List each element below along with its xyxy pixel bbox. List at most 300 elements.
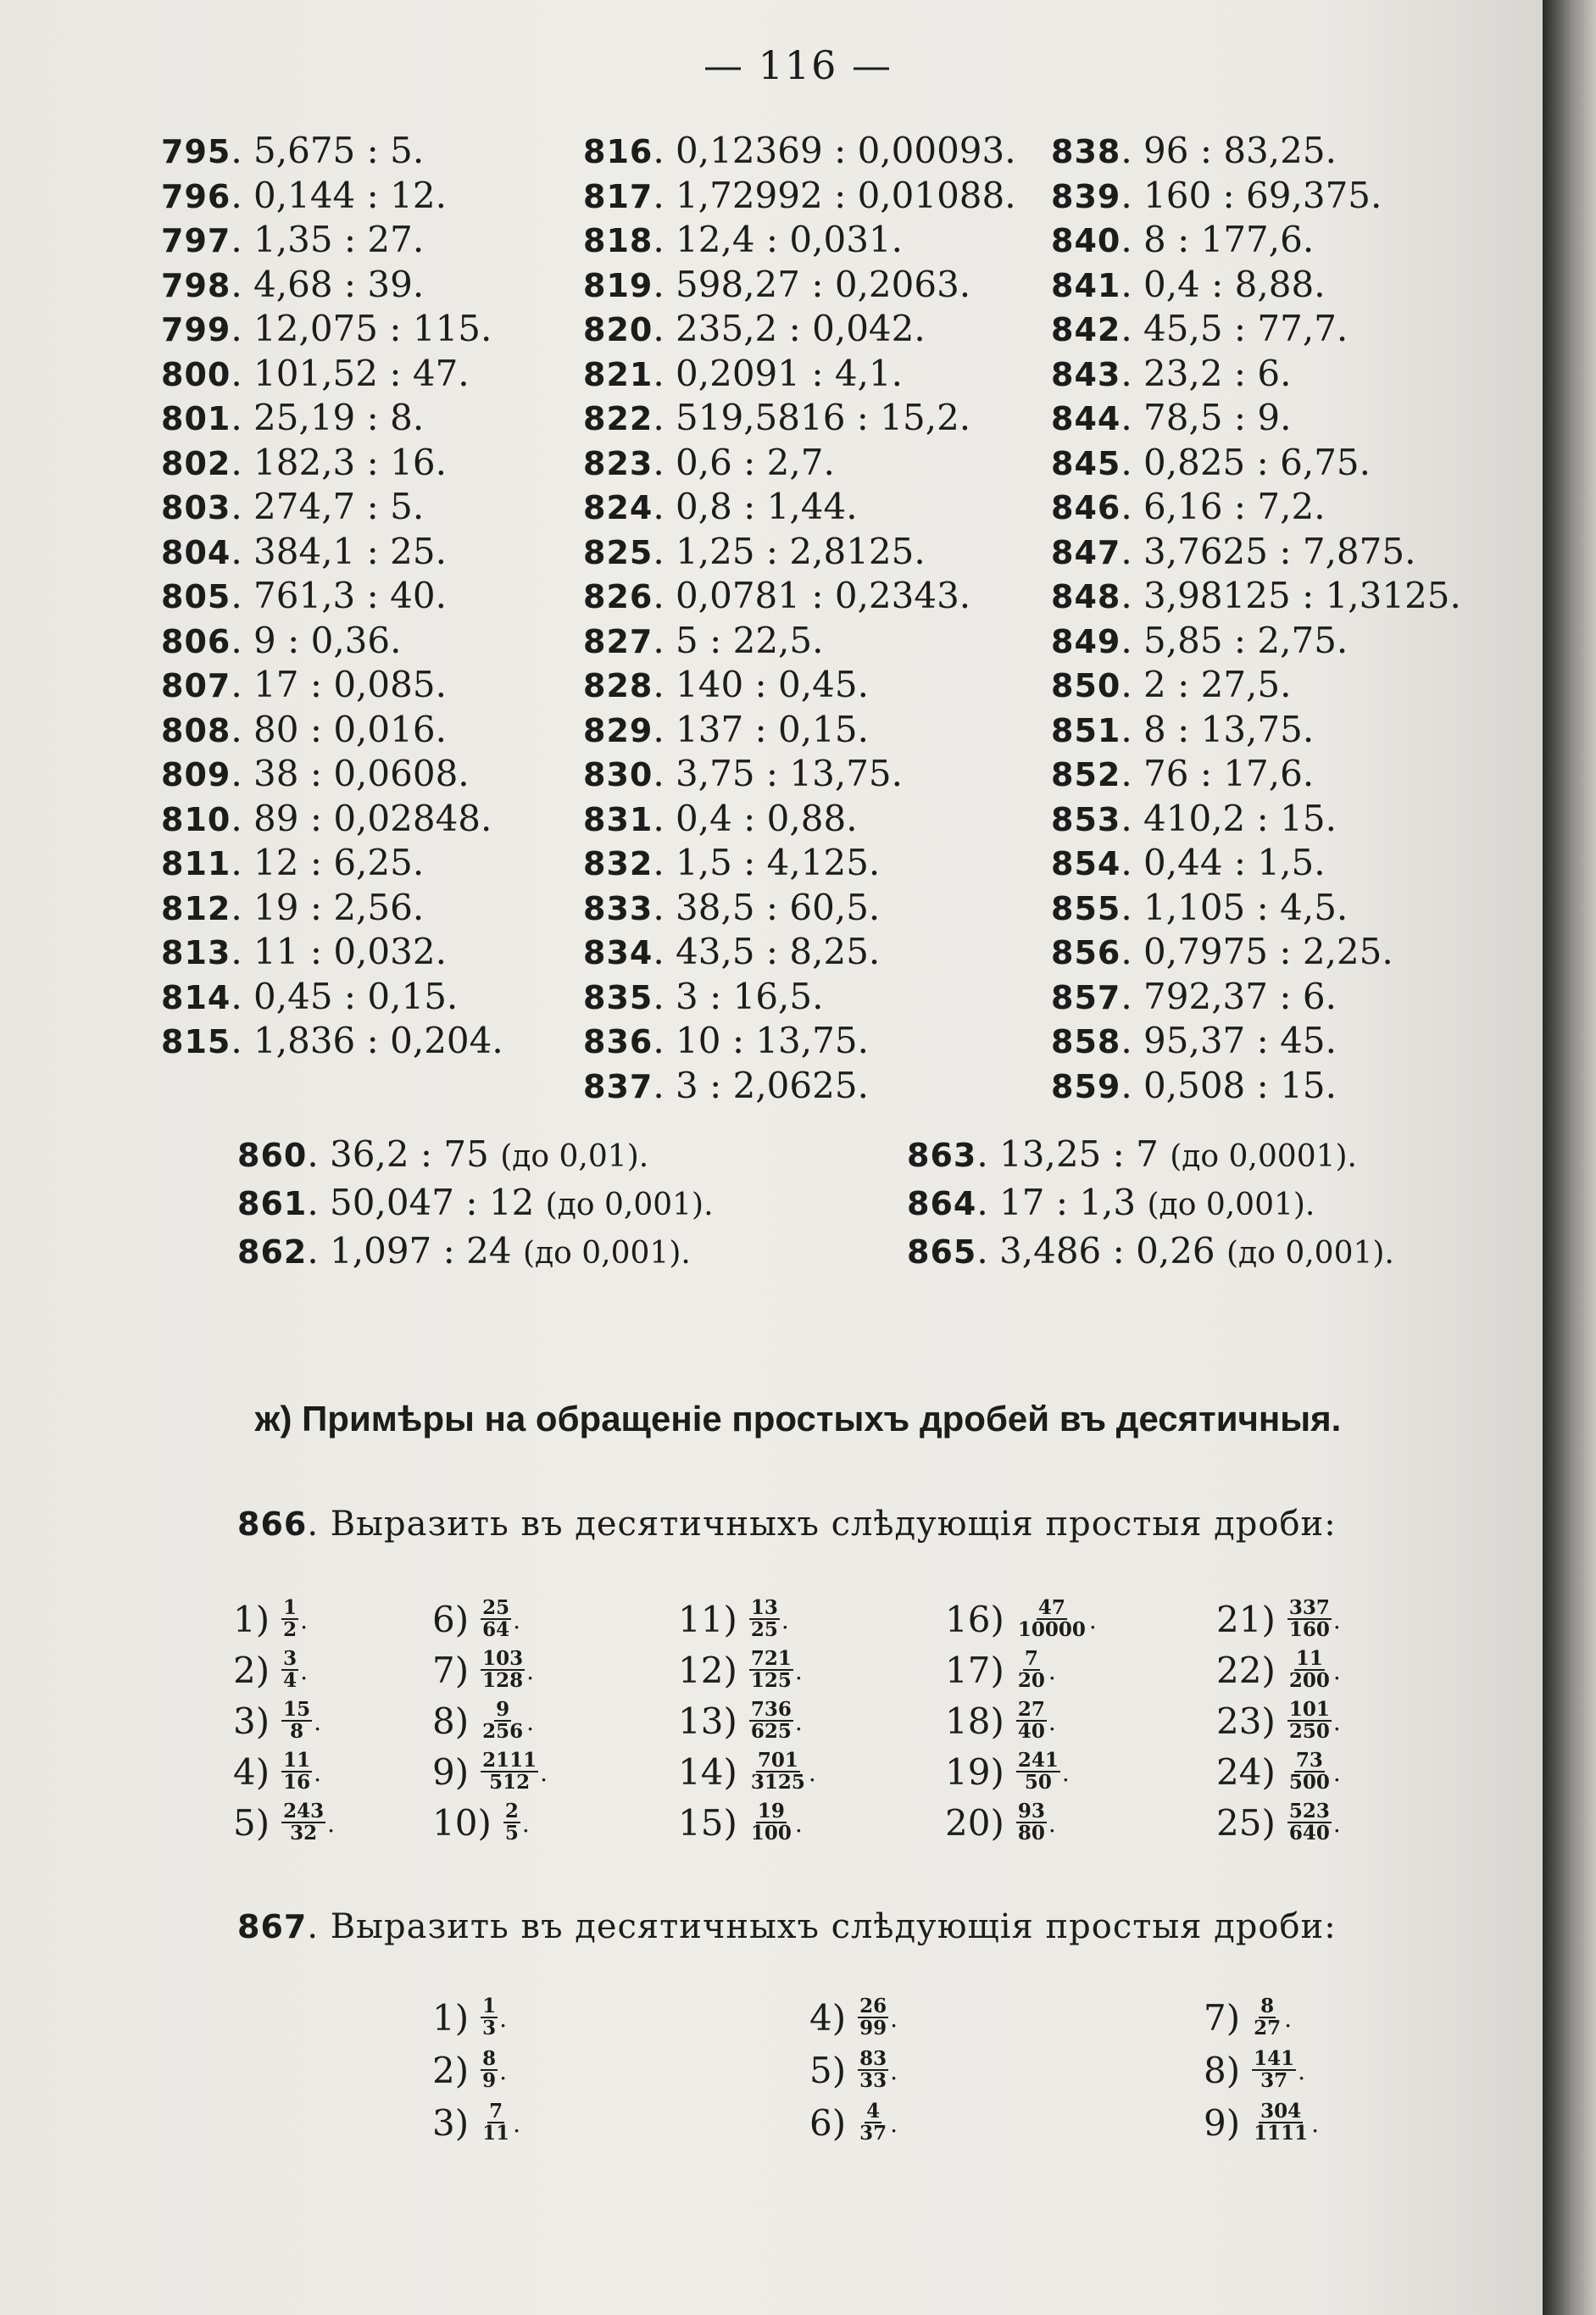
denominator: 40 (1017, 1720, 1045, 1743)
period: . (1332, 1657, 1341, 1685)
fraction (858, 2049, 888, 2091)
problem-column-1 (161, 129, 503, 1064)
fraction-item (432, 1594, 520, 1644)
fraction (1016, 1649, 1047, 1691)
fraction-label: 4) (809, 1996, 847, 2039)
problem-row: 850. 2 : 27,5. (1051, 664, 1292, 705)
denominator: 25 (750, 1618, 778, 1641)
fraction (1016, 1750, 1060, 1793)
problem-expression: 3,98125 : 1,3125. (1143, 575, 1461, 616)
problem-number: 805 (161, 578, 231, 615)
fraction-item (432, 2097, 520, 2148)
period: . (1298, 2057, 1306, 2085)
problem-row: 857. 792,37 : 6. (1051, 975, 1337, 1017)
denominator: 20 (1017, 1669, 1045, 1692)
precision-note: (до 0,001). (1147, 1188, 1315, 1222)
period: . (300, 1657, 309, 1685)
fraction-item (1216, 1594, 1341, 1644)
problem-column-3 (1051, 129, 1461, 1108)
problem-expression: 0,4 : 8,88. (1143, 263, 1326, 305)
denominator: 256 (482, 1720, 524, 1743)
problem-column-2 (583, 129, 1016, 1108)
problem-expression: 792,37 : 6. (1143, 975, 1337, 1017)
problem-expression: 140 : 0,45. (676, 664, 869, 705)
problem-number: 803 (161, 489, 231, 526)
problem-row: 800. 101,52 : 47. (161, 352, 470, 394)
problem-expression: 12,075 : 115. (253, 308, 492, 349)
fraction-label: 19) (945, 1750, 1004, 1793)
problem-number: 831 (583, 800, 653, 838)
problem-expression: 23,2 : 6. (1143, 352, 1292, 394)
problem-row: 842. 45,5 : 77,7. (1051, 308, 1349, 349)
numerator: 83 (859, 2047, 887, 2070)
fraction-item (945, 1746, 1070, 1797)
problem-number: 845 (1051, 444, 1121, 482)
problem-expression: 38,5 : 60,5. (676, 886, 881, 928)
problem-number: 808 (161, 711, 231, 749)
fraction (1252, 2101, 1310, 2144)
problem-row: 805. 761,3 : 40. (161, 575, 447, 616)
numerator: 2 (504, 1800, 519, 1823)
problem-number: 816 (583, 133, 653, 170)
fraction-label: 10) (432, 1801, 492, 1844)
fraction (858, 2101, 888, 2144)
period: . (327, 1810, 336, 1838)
problem-expression: 38 : 0,0608. (253, 753, 470, 794)
problem-number: 825 (583, 533, 653, 571)
numerator: 3 (283, 1647, 298, 1670)
denominator: 200 (1288, 1669, 1330, 1692)
fraction-item (809, 1992, 898, 2043)
problem-expression: 0,8 : 1,44. (676, 486, 858, 527)
precision-row: 865. 3,486 : 0,26 (до 0,001). (907, 1230, 1394, 1272)
problem-expression: 1,72992 : 0,01088. (676, 174, 1016, 216)
problem-expression: 43,5 : 8,25. (676, 931, 881, 972)
problem-number: 862 (237, 1233, 308, 1271)
problem-number: 824 (583, 489, 653, 526)
fraction-label: 14) (678, 1750, 737, 1793)
problem-number: 827 (583, 622, 653, 660)
fraction (1016, 1801, 1047, 1844)
problem-expression: 17 : 1,3 (999, 1182, 1137, 1223)
denominator: 625 (750, 1720, 792, 1743)
numerator: 337 (1288, 1596, 1330, 1619)
problem-expression: 89 : 0,02848. (253, 797, 492, 839)
problem-number: 850 (1051, 667, 1121, 704)
denominator: 500 (1288, 1771, 1330, 1794)
problem-number: 819 (583, 266, 653, 304)
denominator: 3125 (750, 1771, 805, 1794)
denominator: 33 (859, 2069, 887, 2092)
problem-number: 836 (583, 1023, 653, 1060)
problem-row: 818. 12,4 : 0,031. (583, 219, 903, 260)
period: . (890, 2005, 898, 2033)
period: . (1048, 1657, 1056, 1685)
problem-row: 831. 0,4 : 0,88. (583, 797, 858, 839)
problem-row: 845. 0,825 : 6,75. (1051, 441, 1371, 483)
denominator: 2 (283, 1618, 298, 1641)
fraction (281, 1700, 312, 1742)
fraction-label: 21) (1216, 1598, 1276, 1640)
problem-row: 848. 3,98125 : 1,3125. (1051, 575, 1461, 616)
problem-expression: 3,486 : 0,26 (999, 1230, 1215, 1272)
denominator: 9 (482, 2069, 497, 2092)
problem-number: 807 (161, 667, 231, 704)
period: . (314, 1708, 322, 1736)
problem-expression: 10 : 13,75. (676, 1020, 869, 1061)
fraction-label: 13) (678, 1700, 737, 1742)
numerator: 101 (1288, 1698, 1330, 1721)
numerator: 11 (283, 1749, 311, 1772)
fraction (749, 1750, 807, 1793)
problem-expression: 95,37 : 45. (1143, 1020, 1337, 1061)
problem-row: 833. 38,5 : 60,5. (583, 886, 881, 928)
denominator: 32 (290, 1822, 318, 1845)
fraction-item (678, 1695, 803, 1746)
period: . (540, 1759, 548, 1787)
numerator: 8 (482, 2047, 497, 2070)
numerator: 1 (283, 1596, 298, 1619)
fraction (1016, 1598, 1087, 1640)
problem-row: 826. 0,0781 : 0,2343. (583, 575, 971, 616)
precision-row: 864. 17 : 1,3 (до 0,001). (907, 1182, 1315, 1223)
numerator: 721 (750, 1647, 792, 1670)
problem-expression: 80 : 0,016. (253, 708, 447, 750)
numerator: 4 (866, 2100, 881, 2123)
problem-row: 803. 274,7 : 5. (161, 486, 425, 527)
problem-expression: 0,45 : 0,15. (253, 975, 459, 1017)
problem-row: 813. 11 : 0,032. (161, 931, 447, 972)
precision-row: 861. 50,047 : 12 (до 0,001). (237, 1182, 714, 1223)
fraction (1287, 1801, 1332, 1844)
fraction-label: 22) (1216, 1649, 1276, 1691)
problem-number: 837 (583, 1067, 653, 1105)
period: . (1332, 1759, 1341, 1787)
problem-row: 844. 78,5 : 9. (1051, 397, 1292, 438)
fraction-label: 2) (233, 1649, 270, 1691)
section-heading: ж) Примѣры на обращеніе простыхъ дробей въ десятичныя. (254, 1399, 1342, 1439)
problem-number: 853 (1051, 800, 1121, 838)
fraction-item (945, 1797, 1056, 1848)
fraction-item (1216, 1746, 1341, 1797)
problem-number: 797 (161, 222, 231, 259)
problem-number: 844 (1051, 400, 1121, 437)
problem-number: 851 (1051, 711, 1121, 749)
problem-number: 815 (161, 1023, 231, 1060)
period: . (1332, 1606, 1341, 1634)
denominator: 160 (1288, 1618, 1330, 1641)
problem-row: 854. 0,44 : 1,5. (1051, 842, 1326, 883)
problem-number: 809 (161, 756, 231, 793)
denominator: 50 (1024, 1771, 1052, 1794)
fraction (1287, 1598, 1332, 1640)
problem-expression: 25,19 : 8. (253, 397, 425, 438)
fraction-label: 20) (945, 1801, 1004, 1844)
problem-expression: 0,44 : 1,5. (1143, 842, 1326, 883)
problem-expression: 1,097 : 24 (330, 1230, 512, 1272)
problem-number: 849 (1051, 622, 1121, 660)
problem-expression: 1,25 : 2,8125. (676, 530, 926, 572)
page-number: — 116 — (703, 42, 893, 88)
problem-expression: 101,52 : 47. (253, 352, 470, 394)
numerator: 141 (1254, 2047, 1295, 2070)
problem-row: 808. 80 : 0,016. (161, 708, 447, 750)
problem-number: 812 (161, 889, 231, 927)
problem-number: 799 (161, 311, 231, 348)
problem-row: 799. 12,075 : 115. (161, 308, 492, 349)
problem-number: 832 (583, 845, 653, 882)
denominator: 5 (504, 1822, 519, 1845)
period: . (526, 1657, 535, 1685)
fraction (481, 1598, 511, 1640)
problem-number: 838 (1051, 133, 1121, 170)
fraction-label: 7) (1204, 1996, 1241, 2039)
problem-row: 830. 3,75 : 13,75. (583, 753, 903, 794)
fraction (481, 1649, 525, 1691)
denominator: 99 (859, 2017, 887, 2040)
fraction-item (1216, 1644, 1341, 1695)
denominator: 250 (1288, 1720, 1330, 1743)
period: . (890, 2057, 898, 2085)
fraction (281, 1598, 298, 1640)
problem-expression: 8 : 177,6. (1143, 219, 1315, 260)
denominator: 100 (750, 1822, 792, 1845)
problem-number: 804 (161, 533, 231, 571)
problem-number: 796 (161, 177, 231, 215)
denominator: 4 (283, 1669, 298, 1692)
period: . (808, 1759, 816, 1787)
precision-note: (до 0,01). (500, 1139, 649, 1174)
problem-row: 851. 8 : 13,75. (1051, 708, 1315, 750)
numerator: 103 (482, 1647, 524, 1670)
problem-number: 801 (161, 400, 231, 437)
problem-number: 821 (583, 355, 653, 393)
problem-number: 828 (583, 667, 653, 704)
problem-row: 811. 12 : 6,25. (161, 842, 425, 883)
period: . (314, 1759, 322, 1787)
problem-expression: 17 : 0,085. (253, 664, 447, 705)
problem-expression: 598,27 : 0,2063. (676, 263, 971, 305)
problem-row: 856. 0,7975 : 2,25. (1051, 931, 1393, 972)
period: . (1332, 1708, 1341, 1736)
period: . (1284, 2005, 1293, 2033)
problem-expression: 5 : 22,5. (676, 619, 824, 661)
fraction-label: 1) (432, 1996, 470, 2039)
problem-number: 806 (161, 622, 231, 660)
problem-expression: 519,5816 : 15,2. (676, 397, 971, 438)
problem-row: 849. 5,85 : 2,75. (1051, 619, 1349, 661)
numerator: 25 (482, 1596, 510, 1619)
problem-expression: 0,2091 : 4,1. (676, 352, 903, 394)
numerator: 701 (757, 1749, 798, 1772)
task-867: 867. Выразить въ десятичныхъ слѣдующія простыя дроби: (237, 1907, 1337, 1946)
precision-problems-right (907, 1132, 1394, 1277)
problem-expression: 36,2 : 75 (330, 1133, 489, 1175)
fraction-item (233, 1594, 308, 1644)
problem-number: 854 (1051, 845, 1121, 882)
problem-row: 829. 137 : 0,15. (583, 708, 869, 750)
problem-number: 820 (583, 311, 653, 348)
problem-row: 841. 0,4 : 8,88. (1051, 263, 1326, 305)
problem-row: 795. 5,675 : 5. (161, 130, 425, 171)
fraction-label: 24) (1216, 1750, 1276, 1793)
period: . (499, 2057, 508, 2085)
problem-row: 809. 38 : 0,0608. (161, 753, 470, 794)
fraction (481, 2049, 498, 2091)
numerator: 27 (1017, 1698, 1045, 1721)
precision-note: (до 0,001). (1226, 1236, 1394, 1271)
problem-row: 797. 1,35 : 27. (161, 219, 425, 260)
fraction-label: 11) (678, 1598, 737, 1640)
problem-number: 852 (1051, 756, 1121, 793)
problem-number: 835 (583, 978, 653, 1016)
problem-row: 798. 4,68 : 39. (161, 263, 425, 305)
fraction (1287, 1649, 1332, 1691)
fraction-item (233, 1695, 321, 1746)
denominator: 37 (859, 2122, 887, 2145)
problem-number: 833 (583, 889, 653, 927)
problem-number: 848 (1051, 578, 1121, 615)
problem-expression: 0,825 : 6,75. (1143, 441, 1371, 483)
problem-expression: 235,2 : 0,042. (676, 308, 926, 349)
problem-row: 824. 0,8 : 1,44. (583, 486, 858, 527)
problem-expression: 12,4 : 0,031. (676, 219, 903, 260)
fraction-item (678, 1797, 803, 1848)
problem-expression: 0,6 : 2,7. (676, 441, 835, 483)
fraction-item (432, 2045, 507, 2095)
problem-number: 847 (1051, 533, 1121, 571)
problem-number: 814 (161, 978, 231, 1016)
fraction-item (432, 1797, 530, 1848)
numerator: 47 (1037, 1596, 1065, 1619)
problem-row: 825. 1,25 : 2,8125. (583, 530, 926, 572)
problem-row: 835. 3 : 16,5. (583, 975, 824, 1017)
task-text: Выразить въ десятичныхъ слѣдующія простыя дроби: (330, 1907, 1337, 1946)
fraction (481, 1700, 525, 1742)
problem-expression: 3 : 16,5. (676, 975, 824, 1017)
numerator: 7 (489, 2100, 503, 2123)
fraction-label: 16) (945, 1598, 1004, 1640)
denominator: 10000 (1017, 1618, 1086, 1641)
problem-expression: 0,12369 : 0,00093. (676, 130, 1016, 171)
problem-number: 846 (1051, 489, 1121, 526)
fraction (281, 1649, 298, 1691)
numerator: 1 (482, 1995, 497, 2017)
numerator: 7 (1024, 1647, 1038, 1670)
problem-row: 807. 17 : 0,085. (161, 664, 447, 705)
task-text: Выразить въ десятичныхъ слѣдующія простыя дроби: (330, 1505, 1337, 1544)
fraction-label: 3) (233, 1700, 270, 1742)
fraction-label: 12) (678, 1649, 737, 1691)
fraction-item (678, 1746, 816, 1797)
fraction-item (1204, 2097, 1319, 2148)
fraction-label: 8) (432, 1700, 470, 1742)
numerator: 26 (859, 1995, 887, 2017)
problem-expression: 0,144 : 12. (253, 174, 447, 216)
problem-expression: 0,4 : 0,88. (676, 797, 858, 839)
problem-expression: 1,5 : 4,125. (676, 842, 881, 883)
denominator: 128 (482, 1669, 524, 1692)
fraction (481, 1750, 538, 1793)
problem-number: 798 (161, 266, 231, 304)
fraction-item (233, 1746, 321, 1797)
fraction-label: 18) (945, 1700, 1004, 1742)
problem-row: 859. 0,508 : 15. (1051, 1064, 1337, 1106)
problem-number: 810 (161, 800, 231, 838)
problem-row: 817. 1,72992 : 0,01088. (583, 174, 1016, 216)
numerator: 304 (1260, 2100, 1302, 2123)
problem-row: 821. 0,2091 : 4,1. (583, 352, 903, 394)
fraction (503, 1801, 520, 1844)
fraction-item (945, 1594, 1097, 1644)
denominator: 1111 (1254, 2122, 1309, 2145)
problem-number: 823 (583, 444, 653, 482)
period: . (521, 1810, 530, 1838)
problem-number: 830 (583, 756, 653, 793)
problem-expression: 160 : 69,375. (1143, 174, 1382, 216)
problem-expression: 182,3 : 16. (253, 441, 447, 483)
fraction-item (432, 1992, 507, 2043)
period: . (526, 1708, 535, 1736)
precision-row: 863. 13,25 : 7 (до 0,0001). (907, 1133, 1357, 1175)
denominator: 125 (750, 1669, 792, 1692)
numerator: 241 (1017, 1749, 1059, 1772)
fraction-item (809, 2045, 898, 2095)
problem-expression: 137 : 0,15. (676, 708, 869, 750)
problem-number: 861 (237, 1185, 308, 1222)
problem-expression: 45,5 : 77,7. (1143, 308, 1349, 349)
problem-row: 801. 25,19 : 8. (161, 397, 425, 438)
problem-number: 858 (1051, 1023, 1121, 1060)
problem-expression: 1,836 : 0,204. (253, 1020, 503, 1061)
fraction-item (432, 1644, 534, 1695)
period: . (513, 2110, 521, 2138)
numerator: 243 (283, 1800, 325, 1823)
problem-number: 829 (583, 711, 653, 749)
problem-expression: 410,2 : 15. (1143, 797, 1337, 839)
precision-note: (до 0,001). (545, 1188, 714, 1222)
problem-number: 813 (161, 934, 231, 971)
period: . (499, 2005, 508, 2033)
problem-row: 827. 5 : 22,5. (583, 619, 824, 661)
fraction-label: 6) (809, 2101, 847, 2144)
fraction (858, 1996, 888, 2039)
problem-expression: 3,7625 : 7,875. (1143, 530, 1416, 572)
problem-row: 846. 6,16 : 7,2. (1051, 486, 1326, 527)
fraction (749, 1700, 793, 1742)
fraction-label: 7) (432, 1649, 470, 1691)
problem-expression: 0,508 : 15. (1143, 1064, 1337, 1106)
problem-expression: 384,1 : 25. (253, 530, 447, 572)
problem-row: 852. 76 : 17,6. (1051, 753, 1315, 794)
denominator: 8 (290, 1720, 304, 1743)
denominator: 64 (482, 1618, 510, 1641)
fraction-label: 5) (809, 2049, 847, 2091)
book-spine-shadow (1543, 0, 1596, 2315)
precision-note: (до 0,0001). (1170, 1139, 1357, 1174)
fraction-label: 25) (1216, 1801, 1276, 1844)
problem-row: 838. 96 : 83,25. (1051, 130, 1337, 171)
denominator: 80 (1017, 1822, 1045, 1845)
problem-row: 843. 23,2 : 6. (1051, 352, 1292, 394)
denominator: 640 (1288, 1822, 1330, 1845)
problem-row: 836. 10 : 13,75. (583, 1020, 869, 1061)
fraction-item (1216, 1695, 1341, 1746)
problem-expression: 4,68 : 39. (253, 263, 425, 305)
period: . (1061, 1759, 1070, 1787)
period: . (513, 1606, 521, 1634)
problem-number: 834 (583, 934, 653, 971)
